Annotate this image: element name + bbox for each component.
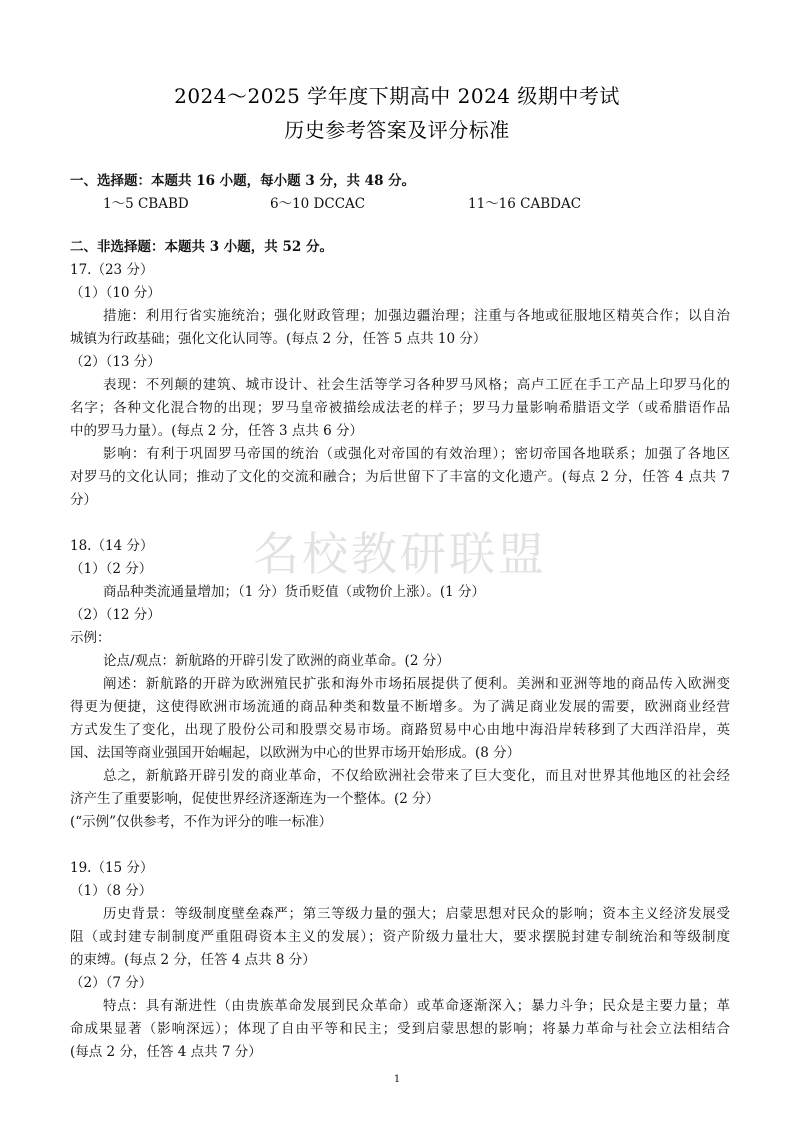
q18-argument-line: 国、法国等商业强国开始崛起，以欧洲为中心的世界市场开始形成。(8 分） [70,745,521,761]
q18-summary-line: 济产生了重要影响，促使世界经济逐渐连为一个整体。(2 分） [70,791,440,807]
q19-part1-line: 的束缚。(每点 2 分，任答 4 点共 8 分） [70,952,316,968]
q18-label: 18.（14 分） [70,538,154,554]
q18-argument-line: 得更为便捷，这使得欧洲市场流通的商品种类和数量不断增多。为了满足商业发展的需要，欧洲商业经营 [70,699,730,715]
q17-label: 17.（23 分） [70,262,154,278]
answer-group-1: 1～5 CBABD [103,196,189,212]
q18-part1-line: 商品种类流通量增加；（1 分）货币贬值（或物价上涨）。(1 分） [103,584,486,600]
q18-example-label: 示例： [70,630,111,646]
q19-part1-line: 历史背景：等级制度壁垒森严；第三等级力量的强大；启蒙思想对民众的影响；资本主义经济发展受 [103,906,730,922]
page-title-line-2: 历史参考答案及评分标准 [284,118,510,142]
q17-part2-label: （2）（13 分） [70,354,161,370]
page-number: 1 [393,1074,401,1085]
q19-part2-line: 特点：具有渐进性（由贵族革命发展到民众革命）或革命逐渐深入；暴力斗争；民众是主要力量；革 [103,998,730,1014]
q18-part1-label: （1）（2 分） [70,561,153,577]
answer-group-2: 6～10 DCCAC [270,196,366,212]
q18-note: (“示例”仅供参考，不作为评分的唯一标准） [70,814,333,830]
q17-part2-line: 对罗马的文化认同；推动了文化的交流和融合；为后世留下了丰富的文化遗产。(每点 2 分，任答 4 点共 7 [70,469,730,485]
q19-part1-label: （1）（8 分） [70,883,153,899]
q18-summary-line: 总之，新航路开辟引发的商业革命，不仅给欧洲社会带来了巨大变化，而且对世界其他地区的社会经 [103,768,730,784]
q17-part1-line: 城镇为行政基础；强化文化认同等。(每点 2 分，任答 5 点共 10 分） [70,331,487,347]
watermark: 名校教研联盟 [253,527,547,581]
page-title-line-1: 2024～2025 学年度下期高中 2024 级期中考试 [174,84,620,108]
q17-part1-label: （1）（10 分） [70,285,161,301]
q17-part1-line: 措施：利用行省实施统治；强化财政管理；加强边疆治理；注重与各地或征服地区精英合作；以自治 [103,308,730,324]
q19-label: 19.（15 分） [70,860,154,876]
q18-part2-label: （2）（12 分） [70,607,161,623]
section1-heading: 一、选择题：本题共 16 小题，每小题 3 分，共 48 分。 [70,173,416,189]
q18-argument-line: 方式发生了变化，出现了股份公司和股票交易市场。商路贸易中心由地中海沿岸转移到了大西洋沿岸，英 [70,722,730,738]
q17-part2-line: 影响：有利于巩固罗马帝国的统治（或强化对帝国的有效治理）；密切帝国各地联系；加强了各地区 [103,446,730,462]
q17-part2-line: 分） [70,492,97,508]
q19-part2-line: 命成果显著（影响深远）；体现了自由平等和民主；受到启蒙思想的影响；将暴力革命与社会立法相结合 [70,1021,730,1037]
q18-argument-line: 阐述：新航路的开辟为欧洲殖民扩张和海外市场拓展提供了便利。美洲和亚洲等地的商品传入欧洲变 [103,676,730,692]
section2-heading: 二、非选择题：本题共 3 小题，共 52 分。 [70,239,333,255]
q19-part2-line: (每点 2 分，任答 4 点共 7 分） [70,1044,262,1060]
q19-part2-label: （2）（7 分） [70,975,153,991]
answer-group-3: 11～16 CABDAC [468,196,582,212]
q18-thesis: 论点/观点：新航路的开辟引发了欧洲的商业革命。(2 分） [103,653,450,669]
q17-part2-line: 中的罗马力量）。(每点 2 分，任答 3 点共 6 分） [70,423,364,439]
q19-part1-line: 阻（或封建专制制度严重阻碍资本主义的发展）；资产阶级力量壮大，要求摆脱封建专制统治和等级制度 [70,929,730,945]
q17-part2-line: 表现：不列颠的建筑、城市设计、社会生活等学习各种罗马风格；高卢工匠在手工产品上印罗马化的 [103,377,730,393]
q17-part2-line: 名字；各种文化混合物的出现；罗马皇帝被描绘成法老的样子；罗马力量影响希腊语文学（或希腊语作品 [70,400,730,416]
